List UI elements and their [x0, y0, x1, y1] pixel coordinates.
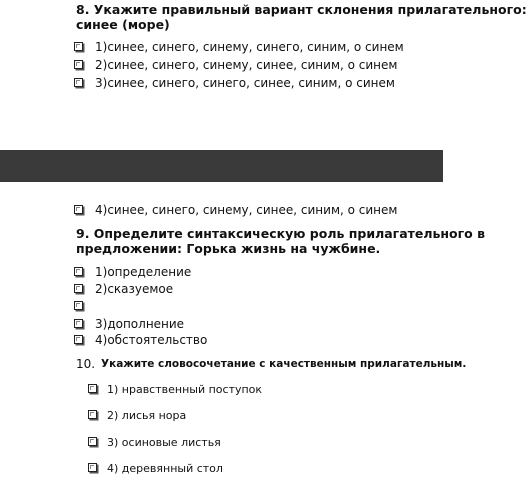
q9-option4-label: 4)обстоятельство	[95, 333, 208, 347]
question-10-title: Укажите словосочетание с качественным прилагательным.	[101, 358, 467, 370]
q8-option4-label: 4)синее, синего, синему, синее, синим, о синем	[95, 203, 398, 217]
page-divider	[0, 150, 443, 182]
q9-option1-label: 1)определение	[95, 265, 192, 279]
question-8-title-line2: синее (море)	[76, 17, 170, 32]
checkbox-q8-option2[interactable]	[74, 60, 83, 69]
checkbox-q9-option4[interactable]	[74, 335, 83, 344]
q9-option3-label: 3)дополнение	[95, 317, 185, 331]
checkbox-q10-option1[interactable]	[88, 384, 97, 393]
checkbox-q8-option1[interactable]	[74, 42, 83, 51]
checkbox-q8-option3[interactable]	[74, 78, 83, 87]
q9-option2-label: 2)сказуемое	[95, 282, 174, 296]
checkbox-q9-option1[interactable]	[74, 267, 83, 276]
q10-option1-label: 1) нравственный поступок	[107, 383, 263, 396]
q8-option1-label: 1)синее, синего, синему, синего, синим, о синем	[95, 40, 404, 54]
checkbox-q10-option4[interactable]	[88, 463, 97, 472]
checkbox-q10-option3[interactable]	[88, 437, 97, 446]
question-8-title-line1: 8. Укажите правильный вариант склонения прилагательного:	[76, 2, 527, 17]
q10-option3-label: 3) осиновые листья	[107, 436, 221, 449]
q8-option2-label: 2)синее, синего, синему, синее, синим, о синем	[95, 58, 398, 72]
question-9-title-line1: 9. Определите синтаксическую роль прилагательного в	[76, 226, 486, 241]
checkbox-q9-empty[interactable]	[74, 301, 83, 310]
q10-option2-label: 2) лисья нора	[107, 409, 187, 422]
checkbox-q9-option2[interactable]	[74, 284, 83, 293]
checkbox-q10-option2[interactable]	[88, 410, 97, 419]
q8-option3-label: 3)синее, синего, синего, синее, синим, о синем	[95, 76, 395, 90]
question-9-title-line2: предложении: Горька жизнь на чужбине.	[76, 241, 381, 256]
checkbox-q8-option4[interactable]	[74, 205, 83, 214]
checkbox-q9-option3[interactable]	[74, 319, 83, 328]
question-10-number: 10.	[76, 357, 96, 371]
q10-option4-label: 4) деревянный стол	[107, 462, 223, 475]
